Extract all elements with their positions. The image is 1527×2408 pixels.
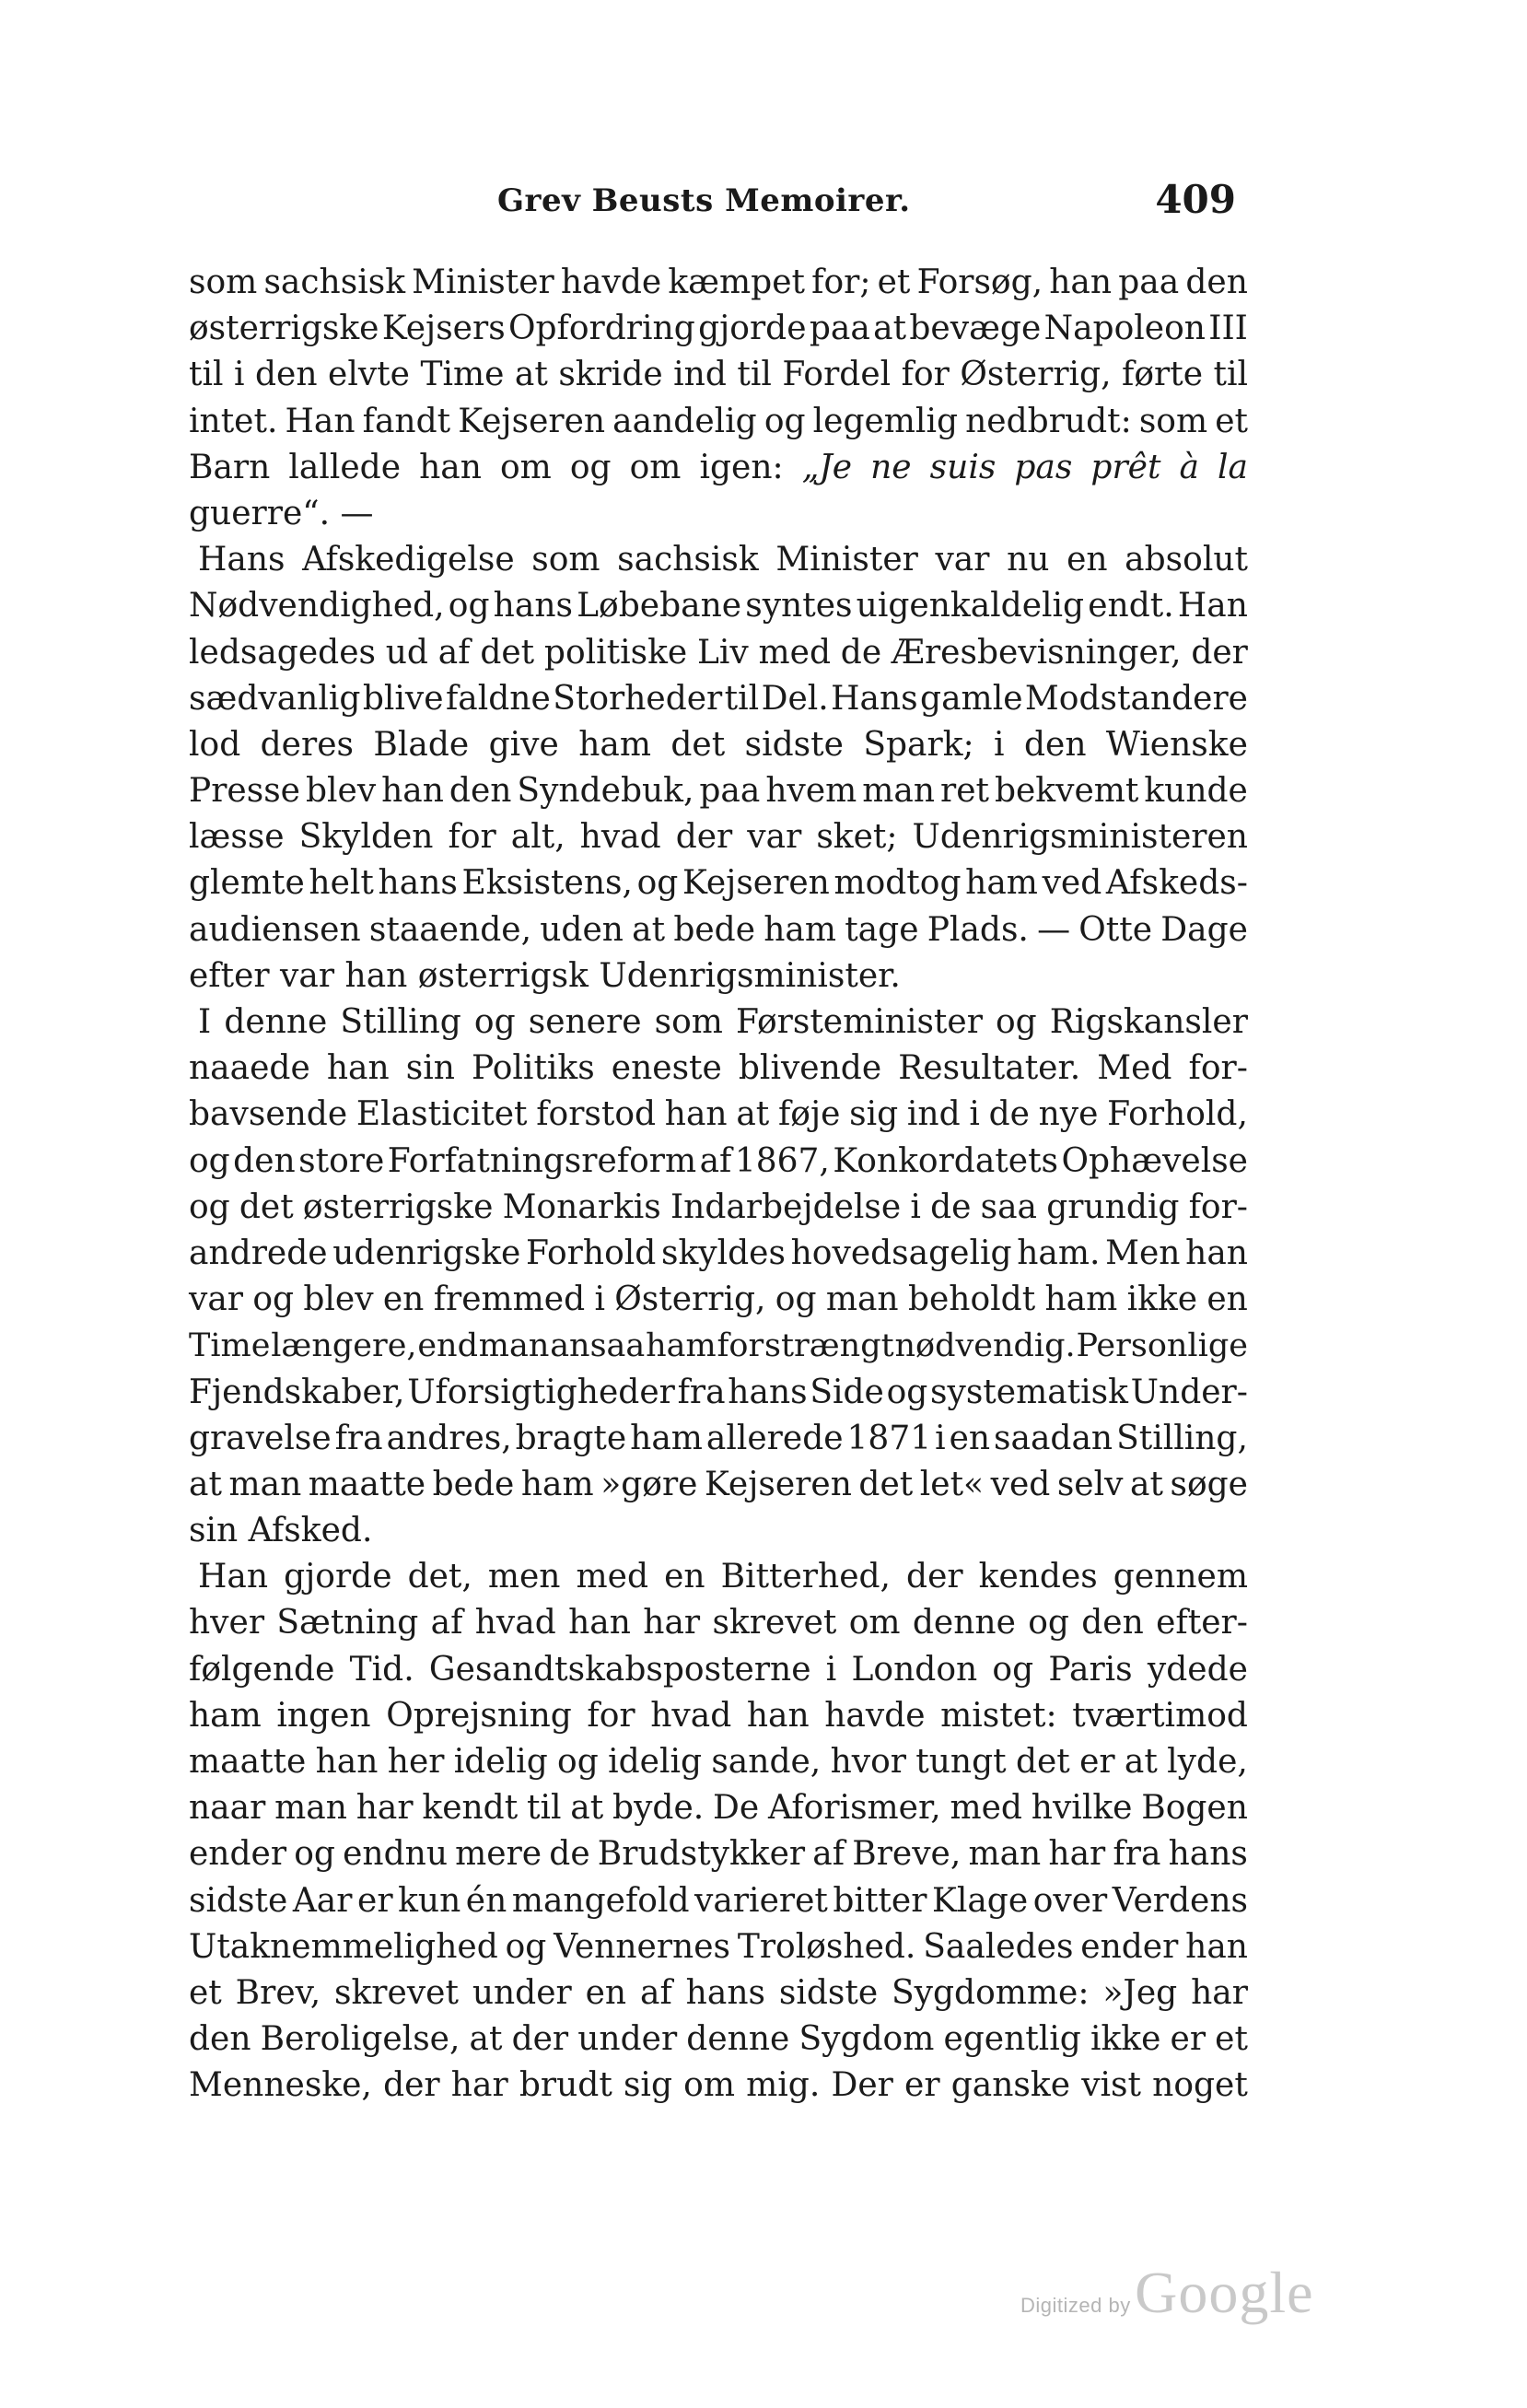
text-line: ham ingen Oprejsning for hvad han havde mistet: tværtimod xyxy=(189,1696,1248,1735)
text-line: var og blev en fremmed i Østerrig, og man beholdt ham ikke en xyxy=(189,1280,1248,1319)
text-line: Nødvendighed, og hans Løbebane syntes uigenkaldelig endt. Han xyxy=(189,587,1248,625)
text-line: ender og endnu mere de Brudstykker af Breve, man har fra hans xyxy=(189,1835,1248,1874)
digitized-prefix: Digitized by xyxy=(1020,2294,1131,2317)
text-line: følgende Tid. Gesandtskabsposterne i London og Paris ydede xyxy=(189,1650,1248,1689)
text-line: sin Afsked. xyxy=(189,1512,373,1550)
text-line: Fjendskaber, Uforsigtigheder fra hans Side og systematisk Under- xyxy=(189,1373,1248,1411)
text-line: til i den elvte Time at skride ind til Fordel for Østerrig, førte til xyxy=(189,356,1248,394)
text-line: audiensen staaende, uden at bede ham tage Plads. — Otte Dage xyxy=(189,910,1248,949)
text-line: naar man har kendt til at byde. De Aforismer, med hvilke Bogen xyxy=(189,1789,1248,1828)
text-line: I denne Stilling og senere som Førsteminister og Rigskansler xyxy=(198,1003,1248,1041)
body-text xyxy=(189,260,1248,2110)
text-line: Han gjorde det, men med en Bitterhed, der kendes gennem xyxy=(198,1558,1248,1596)
text-line: østerrigske Kejsers Opfordring gjorde paa at bevæge Napoleon III xyxy=(189,310,1248,348)
digitized-by-watermark xyxy=(1020,2259,1314,2327)
text-line: Menneske, der har brudt sig om mig. Der er ganske vist noget xyxy=(189,2066,1248,2105)
text-line: naaede han sin Politiks eneste blivende Resultater. Med for- xyxy=(189,1049,1248,1088)
text-line: gravelse fra andres, bragte ham allerede 1871 i en saadan Stilling, xyxy=(189,1419,1248,1457)
text-line: sidste Aar er kun én mangefold varieret bitter Klage over Verdens xyxy=(189,1881,1248,1920)
text-line: lod deres Blade give ham det sidste Spark; i den Wienske xyxy=(189,725,1248,764)
page-header xyxy=(189,177,1248,232)
text-line: maatte han her idelig og idelig sande, hvor tungt det er at lyde, xyxy=(189,1743,1248,1781)
text-line: læsse Skylden for alt, hvad der var sket; Udenrigsministeren xyxy=(189,818,1248,857)
text-line: Presse blev han den Syndebuk, paa hvem man ret bekvemt kunde xyxy=(189,772,1248,811)
text-line: og den store Forfatningsreform af 1867, Konkordatets Ophævelse xyxy=(189,1141,1248,1180)
text-line: som sachsisk Minister havde kæmpet for; et Forsøg, han paa den xyxy=(189,263,1248,301)
text-line: Hans Afskedigelse som sachsisk Minister var nu en absolut xyxy=(198,541,1248,579)
running-title: Grev Beusts Memoirer. xyxy=(497,182,911,219)
text-line: sædvanlig blive faldne Storheder til Del. Hans gamle Modstandere xyxy=(189,679,1248,718)
text-line: guerre“. — xyxy=(189,494,374,532)
text-line: og det østerrigske Monarkis Indarbejdelse i de saa grundig for- xyxy=(189,1187,1248,1226)
text-line: Time længere, end man ansaa ham for strængt nødvendig. Personlige xyxy=(189,1327,1248,1365)
text-line: hver Sætning af hvad han har skrevet om denne og den efter- xyxy=(189,1604,1248,1642)
page-number: 409 xyxy=(1155,177,1236,222)
text-line: den Beroligelse, at der under denne Sygdom egentlig ikke er et xyxy=(189,2020,1248,2059)
text-line: et Brev, skrevet under en af hans sidste Sygdomme: »Jeg har xyxy=(189,1973,1248,2012)
text-line: Utaknemmelighed og Vennernes Troløshed. Saaledes ender han xyxy=(189,1927,1248,1966)
text-line: ledsagedes ud af det politiske Liv med de Æresbevisninger, der xyxy=(189,633,1248,672)
text-line: glemte helt hans Eksistens, og Kejseren modtog ham ved Afskeds- xyxy=(189,864,1248,903)
google-logo: Google xyxy=(1135,2260,1314,2325)
text-line: intet. Han fandt Kejseren aandelig og legemlig nedbrudt: som et xyxy=(189,402,1248,440)
text-line: andrede udenrigske Forhold skyldes hovedsagelig ham. Men han xyxy=(189,1233,1248,1272)
text-line: bavsende Elasticitet forstod han at føje sig ind i de nye Forhold, xyxy=(189,1095,1248,1134)
text-line: efter var han østerrigsk Udenrigsminister. xyxy=(189,956,901,995)
text-line: at man maatte bede ham »gøre Kejseren det let« ved selv at søge xyxy=(189,1465,1248,1503)
text-line: Barn lallede han om og om igen: „Je ne suis pas prêt à la xyxy=(189,448,1248,486)
